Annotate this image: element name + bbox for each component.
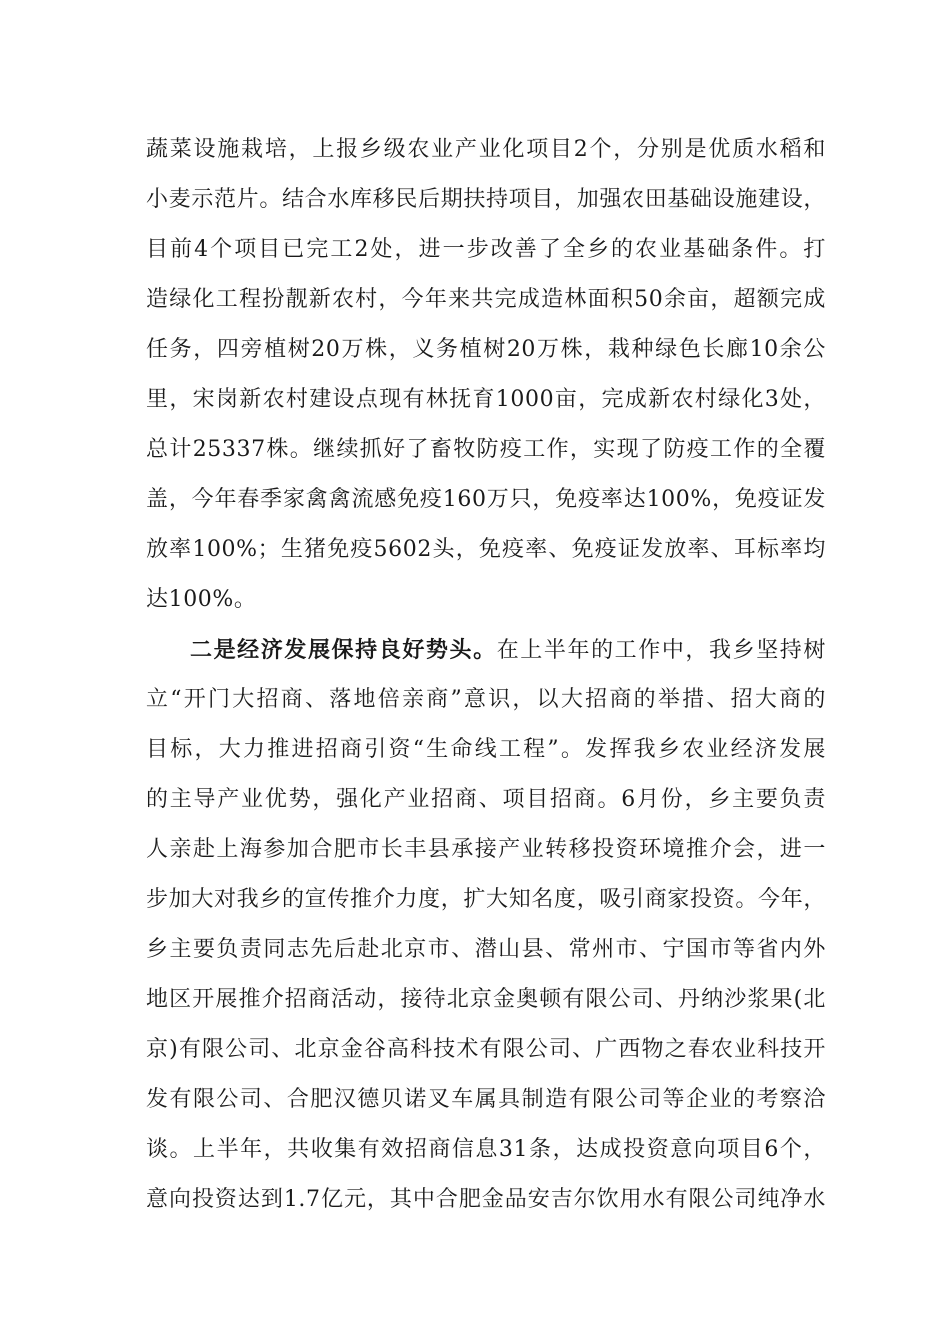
text-line: 意向投资达到1.7亿元，其中合肥金品安吉尔饮用水有限公司纯净水: [146, 1187, 826, 1212]
paragraph-text: 在上半年的工作中，我乡坚持树: [496, 638, 826, 663]
text-line: 造绿化工程扮靓新农村，今年来共完成造林面积50余亩，超额完成: [146, 287, 826, 312]
text-line: 目前4个项目已完工2处，进一步改善了全乡的农业基础条件。打: [146, 237, 826, 262]
text-line: 发有限公司、合肥汉德贝诺叉车属具制造有限公司等企业的考察洽: [146, 1087, 826, 1112]
text-line: 的主导产业优势，强化产业招商、项目招商。6月份，乡主要负责: [146, 787, 826, 812]
text-line: 人亲赴上海参加合肥市长丰县承接产业转移投资环境推介会，进一: [146, 837, 826, 862]
paragraph-lead-heading: 二是经济发展保持良好势头。: [190, 637, 497, 663]
text-line: 盖，今年春季家禽禽流感免疫160万只，免疫率达100%，免疫证发: [146, 487, 826, 512]
text-line: 总计25337株。继续抓好了畜牧防疫工作，实现了防疫工作的全覆: [146, 437, 826, 462]
text-line: 里，宋岗新农村建设点现有林抚育1000亩，完成新农村绿化3处，: [146, 387, 826, 412]
text-line: 京)有限公司、北京金谷高科技术有限公司、广西物之春农业科技开: [146, 1037, 826, 1062]
text-line: 谈。上半年，共收集有效招商信息31条，达成投资意向项目6个，: [146, 1137, 826, 1162]
text-line: 目标，大力推进招商引资“生命线工程”。发挥我乡农业经济发展: [146, 737, 826, 762]
text-line: 立“开门大招商、落地倍亲商”意识，以大招商的举措、招大商的: [146, 687, 826, 712]
text-line: 任务，四旁植树20万株，义务植树20万株，栽种绿色长廊10余公: [146, 337, 826, 362]
text-line: 小麦示范片。结合水库移民后期扶持项目，加强农田基础设施建设，: [146, 187, 826, 212]
text-line: 蔬菜设施栽培，上报乡级农业产业化项目2个，分别是优质水稻和: [146, 137, 826, 162]
text-line: 达100%。: [146, 587, 257, 612]
paragraph-first-line: [190, 630, 826, 670]
text-line: 步加大对我乡的宣传推介力度，扩大知名度，吸引商家投资。今年，: [146, 887, 826, 912]
text-line: 地区开展推介招商活动，接待北京金奥顿有限公司、丹纳沙浆果(北: [146, 987, 826, 1012]
text-line: 乡主要负责同志先后赴北京市、潜山县、常州市、宁国市等省内外: [146, 937, 826, 962]
text-line: 放率100%；生猪免疫5602头，免疫率、免疫证发放率、耳标率均: [146, 537, 826, 562]
